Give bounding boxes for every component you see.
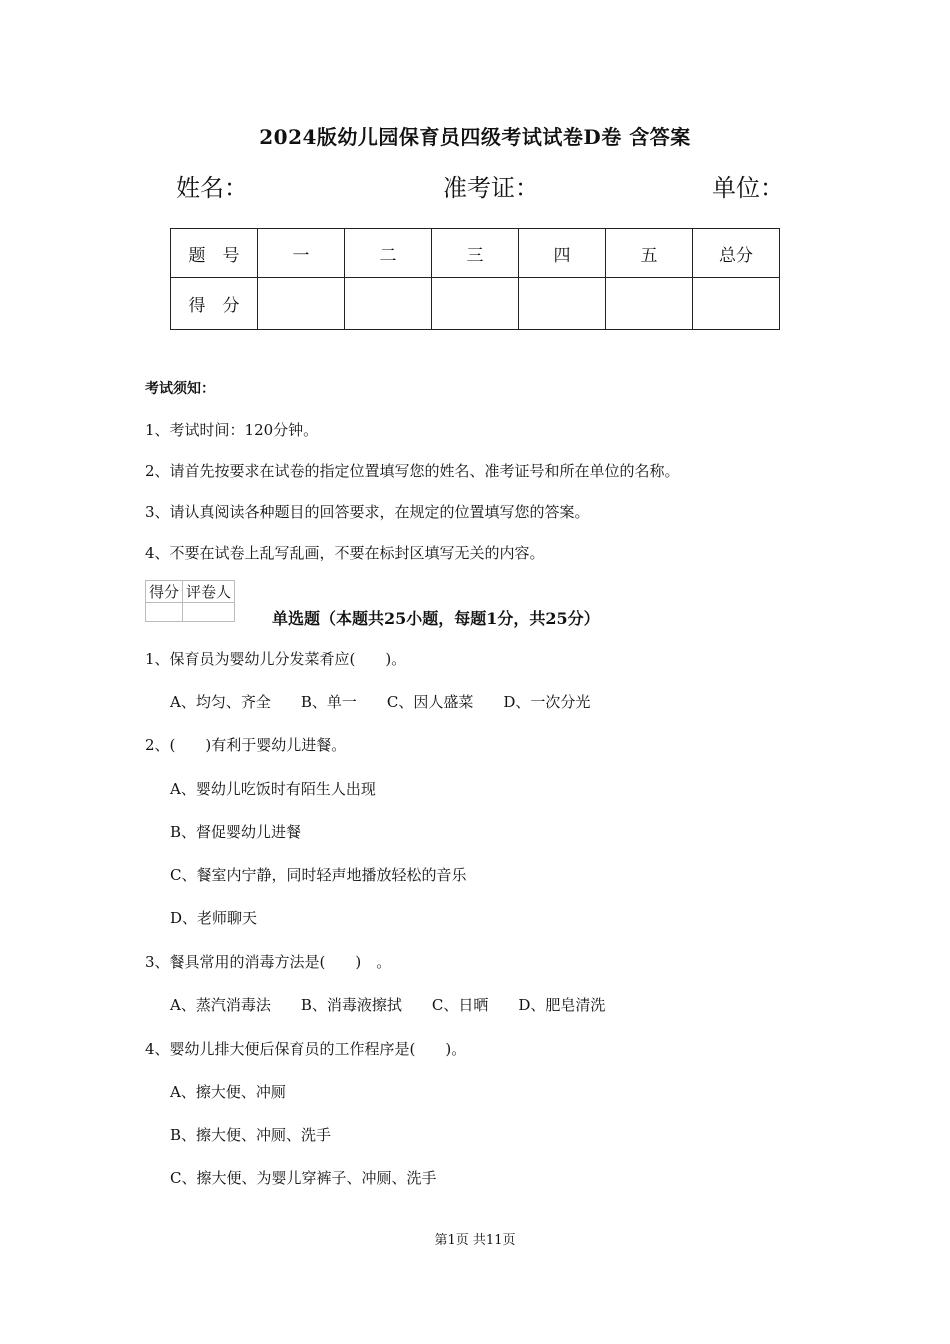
question-4-option-b: B、擦大便、冲厕、洗手 <box>170 1126 332 1144</box>
question-2-option-a: A、婴幼儿吃饭时有陌生人出现 <box>170 780 376 798</box>
question-2-option-c: C、餐室内宁静，同时轻声地播放轻松的音乐 <box>170 866 467 884</box>
score-cell-1 <box>258 278 345 330</box>
grader-reviewer-cell <box>183 603 235 622</box>
question-3-options: A、蒸汽消毒法 B、消毒液擦拭 C、日晒 D、肥皂清洗 <box>170 996 606 1014</box>
question-4-option-a: A、擦大便、冲厕 <box>170 1083 286 1101</box>
question-1-stem: 1、保育员为婴幼儿分发菜肴应( )。 <box>145 650 407 668</box>
header-cell-question-number: 题 号 <box>171 229 258 278</box>
question-4-stem: 4、婴幼儿排大便后保育员的工作程序是( )。 <box>145 1040 467 1058</box>
header-cell-total: 总分 <box>693 229 780 278</box>
header-cell-1: 一 <box>258 229 345 278</box>
grader-score-cell <box>146 603 183 622</box>
name-field-label: 姓名： <box>176 174 248 202</box>
question-4-option-c: C、擦大便、为婴儿穿裤子、冲厕、洗手 <box>170 1169 437 1187</box>
notice-item-1: 1、考试时间：120分钟。 <box>145 421 319 439</box>
score-table-header-row <box>171 229 780 278</box>
header-cell-5: 五 <box>606 229 693 278</box>
section-title: 单选题（本题共25小题，每题1分，共25分） <box>272 609 600 628</box>
score-cell-total <box>693 278 780 330</box>
score-table <box>170 228 780 330</box>
grader-score-label: 得分 <box>146 581 183 603</box>
question-1-options: A、均匀、齐全 B、单一 C、因人盛菜 D、一次分光 <box>170 693 591 711</box>
question-2-option-b: B、督促婴幼儿进餐 <box>170 823 302 841</box>
notice-item-2: 2、请首先按要求在试卷的指定位置填写您的姓名、准考证号和所在单位的名称。 <box>145 462 680 480</box>
page-footer: 第1页 共11页 <box>434 1233 516 1248</box>
row-label-score: 得 分 <box>171 278 258 330</box>
notice-item-3: 3、请认真阅读各种题目的回答要求，在规定的位置填写您的答案。 <box>145 503 590 521</box>
unit-field-label: 单位： <box>712 174 784 202</box>
header-cell-4: 四 <box>519 229 606 278</box>
notice-item-4: 4、不要在试卷上乱写乱画，不要在标封区填写无关的内容。 <box>145 544 545 562</box>
grader-table <box>145 580 235 622</box>
question-3-stem: 3、餐具常用的消毒方法是( ) 。 <box>145 953 392 971</box>
notice-heading: 考试须知： <box>145 381 215 397</box>
score-cell-4 <box>519 278 606 330</box>
header-cell-3: 三 <box>432 229 519 278</box>
score-table-score-row <box>171 278 780 330</box>
page-title: 2024版幼儿园保育员四级考试试卷D卷 含答案 <box>259 125 691 149</box>
score-cell-2 <box>345 278 432 330</box>
score-cell-3 <box>432 278 519 330</box>
exam-number-field-label: 准考证： <box>443 174 539 202</box>
score-cell-5 <box>606 278 693 330</box>
header-cell-2: 二 <box>345 229 432 278</box>
question-2-stem: 2、( )有利于婴幼儿进餐。 <box>145 736 347 754</box>
question-2-option-d: D、老师聊天 <box>170 909 258 927</box>
grader-reviewer-label: 评卷人 <box>183 581 235 603</box>
